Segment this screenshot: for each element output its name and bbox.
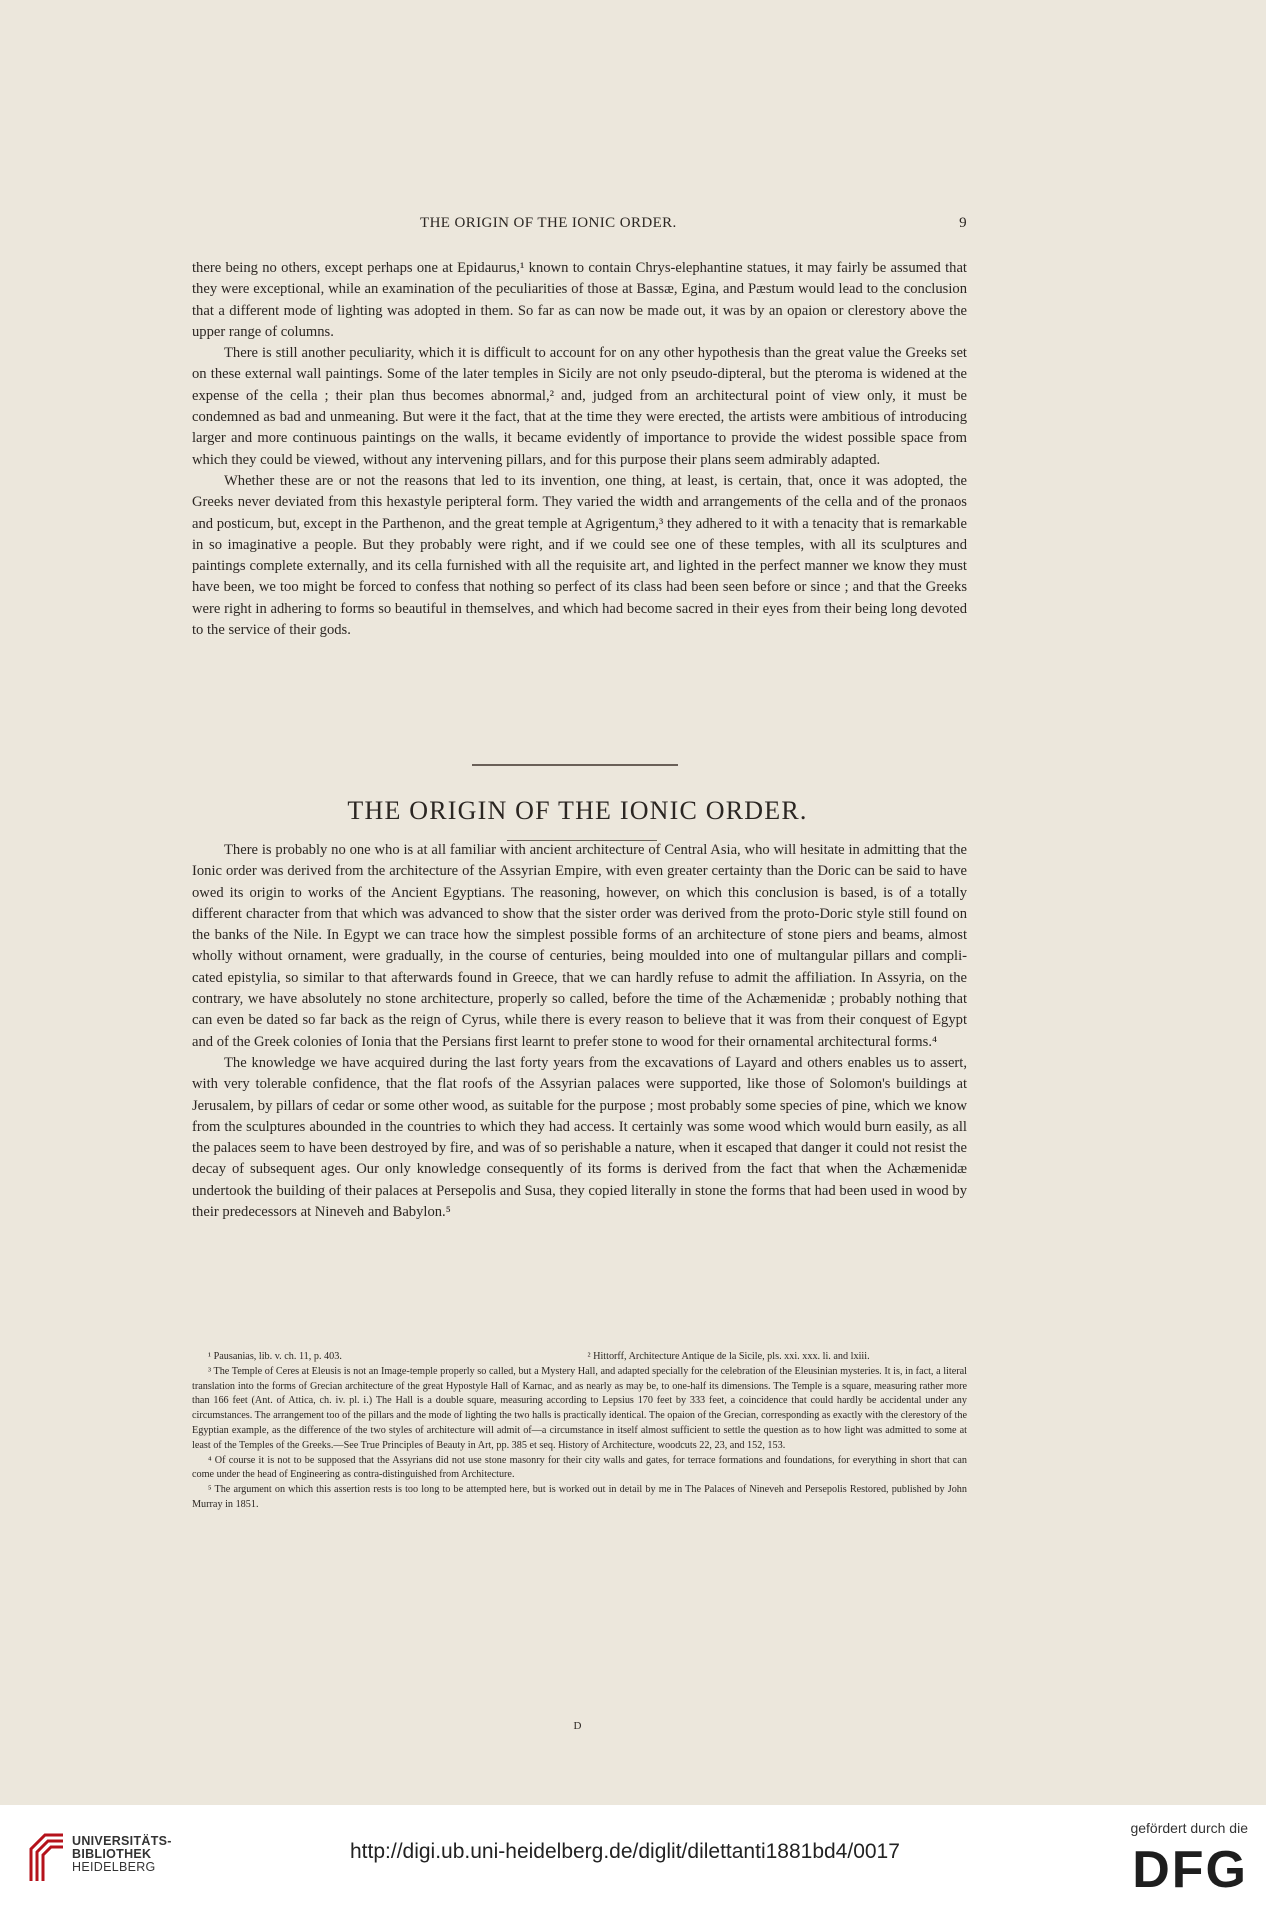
- running-title: THE ORIGIN OF THE IONIC ORDER.: [420, 215, 677, 231]
- page-number: 9: [959, 215, 967, 231]
- funder-label: gefördert durch die: [1130, 1820, 1248, 1836]
- section-continued-text: [192, 258, 967, 641]
- footnote-5: ⁵ The argument on which this assertion rests is too long to be attempted here, but is worked out in detail by me in The Palaces of Nineveh and Persepolis Restored, published by John Murray in 1851.: [192, 1484, 967, 1510]
- permalink-url[interactable]: http://digi.ub.uni-heidelberg.de/diglit/dilettanti1881bd4/0017: [350, 1840, 900, 1863]
- paragraph: The knowledge we have acquired during the last forty years from the excavations of Layard and others enables us to assert, with very tolerable confidence, that the flat roofs of the Assyrian palaces were supported, like those of Solomon's buildings at Jerusalem, by pillars of cedar or some other wood, as suitable for the purpose ; most probably some species of pine, which we know from the sculptures abounded in the countries to which they had access. It certainly was some wood which would burn easily, as all the palaces seem to have been destroyed by fire, and was of so perishable a nature, when it escaped that danger it could not resist the decay of subsequent ages. Our only knowledge consequently of its forms is derived from the fact that when the Achæmenidæ undertook the building of their palaces at Persepolis and Susa, they copied literally in stone the forms that had been used in wood by their predecessors at Nineveh and Babylon.⁵: [192, 1054, 967, 1221]
- paragraph: There is still another peculiarity, which it is difficult to account for on any other hypothesis than the great value the Greeks set on these external wall paintings. Some of the later temples in Sicily are not only pseudo-dipteral, but the pteroma is widened at the expense of the cella ; their plan thus becomes abnormal,² and, judged from an architectural point of view only, it must be condemned as bad and unmeaning. But were it the fact, that at the time they were erected, the artists were ambitious of introducing larger and more continuous paintings on the walls, it became evidently of importance to provide the widest possible space from which they could be viewed, without any intervening pillars, and for this purpose their plans seem admirably adapted.: [192, 345, 967, 468]
- footnote-2: ² Hittorff, Architecture Antique de la Sicile, pls. xxi. xxx. li. and lxiii.: [587, 1351, 870, 1362]
- paragraph: there being no others, except perhaps one at Epidaurus,¹ known to contain Chrys-elephantine statues, it may fairly be assumed that they were exceptional, while an examination of the peculiarities of those at Bassæ, Egina, and Pæstum would lead to the conclusion that a different mode of lighting was adopted in them. So far as can now be made out, it was by an opaion or clerestory above the upper range of columns.: [192, 260, 967, 340]
- footnote-3: ³ The Temple of Ceres at Eleusis is not an Image-temple properly so called, but a Mystery Hall, and adapted specially for the celebration of the Eleusinian mysteries. It is, in fact, a literal translation into the forms of Grecian architecture of the great Hypostyle Hall of Karnac, and as nearly as may be, to one-half its dimensions. The Temple is a square, measuring rather more than 166 feet (Ant. of Attica, ch. iv. pl. i.) The Hall is a double square, measuring according to Lepsius 170 feet by 333 feet, a coincidence that could hardly be accidental under any circumstances. The arrangement too of the pillars and the mode of lighting the two halls is practically identical. The opaion of the Grecian, corresponding as exactly with the clerestory of the Egyptian example, as the difference of the two styles of architecture will admit of—a circumstance in itself almost sufficient to settle the question as to how light was admitted to some at least of the Temples of the Greeks.—See True Principles of Beauty in Art, pp. 385 et seq. History of Architecture, woodcuts 22, 23, and 152, 153.: [192, 1365, 967, 1451]
- library-logo-icon[interactable]: [27, 1831, 67, 1883]
- section-divider: [472, 764, 678, 766]
- section-body-text: [192, 840, 967, 1223]
- footnote-1: ¹ Pausanias, lib. v. ch. 11, p. 403.: [208, 1351, 342, 1362]
- section-heading: THE ORIGIN OF THE IONIC ORDER.: [347, 796, 808, 825]
- dfg-logo[interactable]: DFG: [1132, 1841, 1248, 1899]
- signature-mark: D: [573, 1720, 582, 1732]
- paragraph: Whether these are or not the reasons that led to its invention, one thing, at least, is certain, that, once it was adopted, the Greeks never deviated from this hexastyle peripteral form. They varied the width and arrangements of the cella and of the pronaos and posticum, but, except in the Parthenon, and the great temple at Agrigentum,³ they adhered to it with a tenacity that is remarkable in so imaginative a people. But they probably were right, and if we could see one of these temples, with all its sculptures and paintings complete externally, and its cella furnished with all the requisite art, and lighted in the perfect manner we know they must have been, we too might be forced to confess that nothing so perfect of its class had been seen before or since ; and that the Greeks were right in adhering to forms so beautiful in themselves, and which had become sacred in their eyes from their being long devoted to the service of their gods.: [192, 472, 967, 639]
- library-name[interactable]: UNIVERSITÄTS- BIBLIOTHEK HEIDELBERG: [72, 1834, 172, 1874]
- footnotes: [192, 1350, 967, 1513]
- footnote-4: ⁴ Of course it is not to be supposed that the Assyrians did not use stone masonry for their city walls and gates, for terrace formations and foundations, for everything in short that can come under the head of Engineering as contra-distinguished from Architecture.: [192, 1454, 967, 1481]
- paragraph: There is probably no one who is at all familiar with ancient architecture of Central Asia, who will hesitate in admitting that the Ionic order was derived from the architecture of the Assyrian Empire, with even greater certainty than the Doric can be said to have owed its origin to works of the Ancient Egyptians. The reasoning, however, on which this conclusion is based, is of a totally different character from that which was advanced to show that the sister order was derived from the proto-Doric style still found on the banks of the Nile. In Egypt we can trace how the simplest possible forms of an architecture of stone piers and beams, almost wholly without ornament, were gradually, in the course of centuries, being moulded into one of multangular pillars and compli-cated epistylia, so similar to that afterwards found in Greece, that we can hardly refuse to admit the affiliation. In Assyria, on the contrary, we have absolutely no stone architecture, properly so called, before the time of the Achæmenidæ ; probably nothing that can even be dated so far back as the reign of Cyrus, while there is every reason to believe that it was from their conquest of Egypt and of the Greek colonies of Ionia that the Persians first learnt to prefer stone to wood for their ornamental architectural forms.⁴: [192, 842, 967, 1050]
